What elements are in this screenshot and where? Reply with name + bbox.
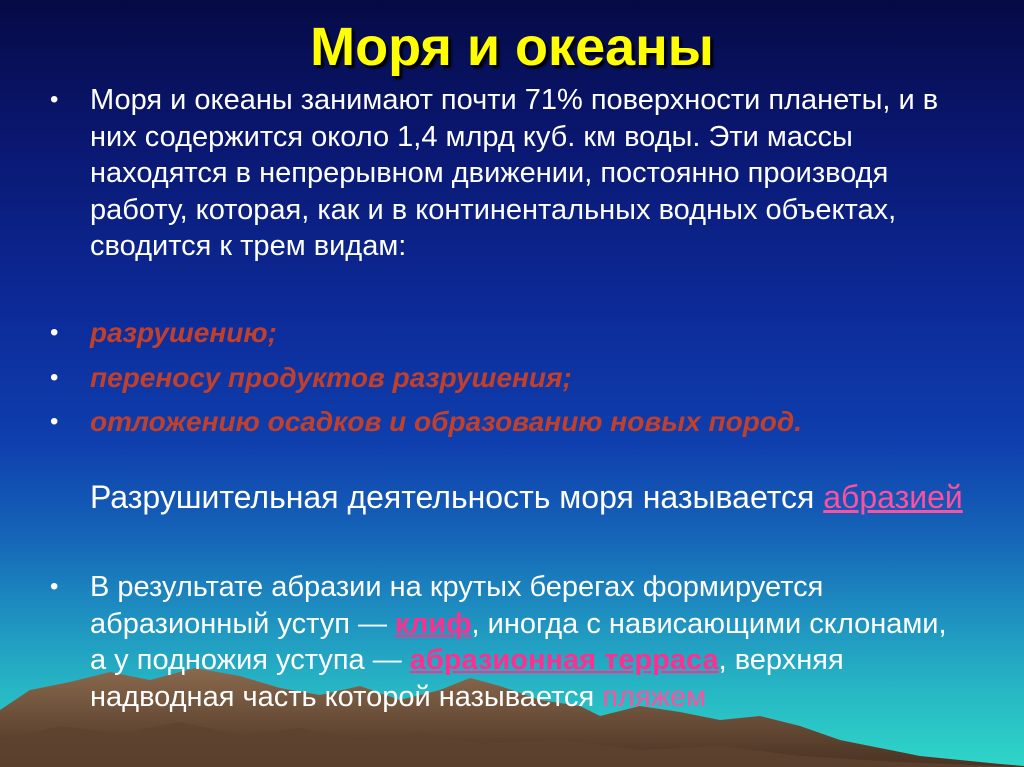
abrasion-definition <box>90 478 990 516</box>
slide-title: Моря и океаны <box>310 17 714 77</box>
bullet-marker: • <box>50 86 59 113</box>
bullet-marker: • <box>50 364 59 391</box>
beach-term: пляжем <box>602 680 707 713</box>
cliff-paragraph <box>90 569 950 715</box>
cliff-paragraph-text-2: , иногда с нависающими склонами, а у подножия уступа — <box>90 607 947 677</box>
intro-paragraph: Моря и океаны занимают почти 71% поверхности планеты, и в них содержится около 1,4 млрд куб. км воды. Эти массы находятся в непрерывном движении, постоянно производя работу, которая, как и в континентальных водных объектах, сводится к трем видам: <box>90 84 939 263</box>
bullet-marker: • <box>50 408 59 435</box>
cliff-paragraph-text-3: , верхняя надводная часть которой называется <box>90 644 844 713</box>
list-item-transport: переносу продуктов разрушения; <box>90 362 572 393</box>
abrasion-term-link[interactable]: абразией <box>823 479 963 515</box>
bullet-marker: • <box>50 319 59 346</box>
list-item-deposition: отложению осадков и образованию новых пород. <box>90 406 802 437</box>
abrasion-definition-text: Разрушительная деятельность моря называется <box>90 479 824 515</box>
cliff-term-link[interactable]: клиф <box>395 607 472 640</box>
terrace-term-link[interactable]: абразионная терраса <box>409 644 719 677</box>
list-item-destruction: разрушению; <box>90 317 277 348</box>
cliff-paragraph-text-1: В результате абразии на крутых берегах формируется абразионный уступ — <box>90 571 824 640</box>
bullet-marker: • <box>50 573 59 600</box>
